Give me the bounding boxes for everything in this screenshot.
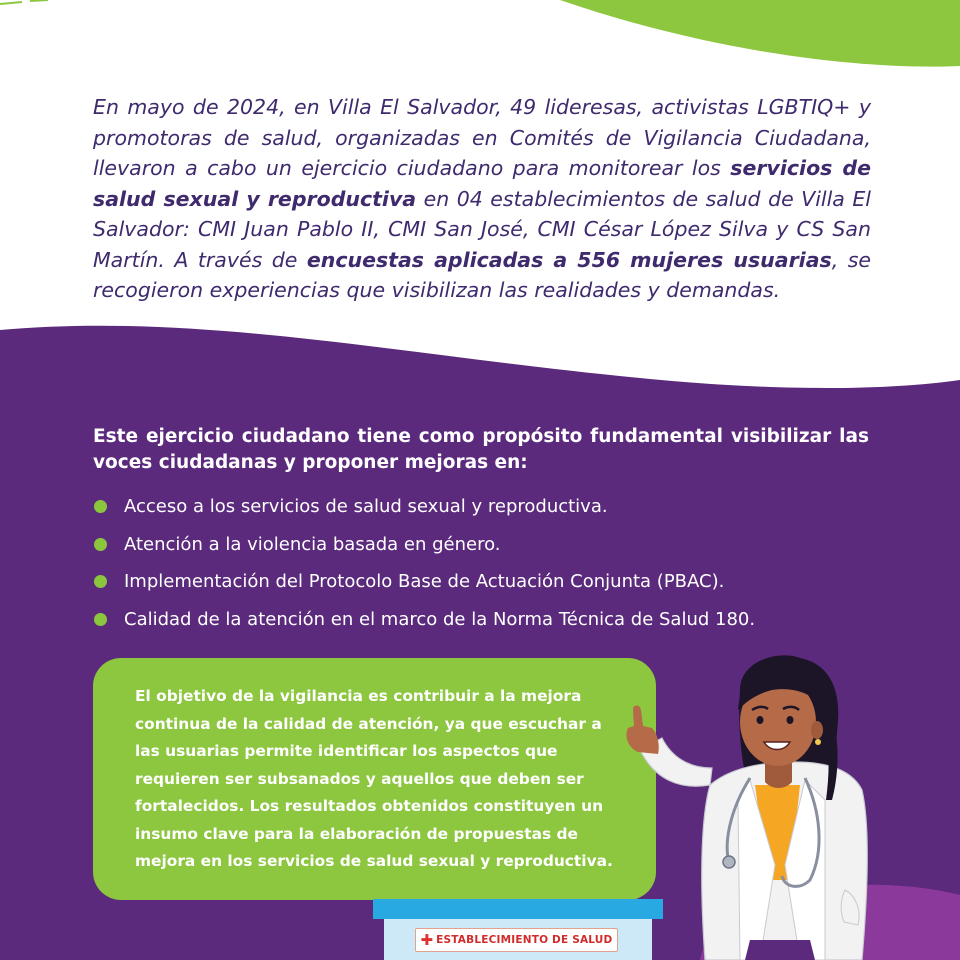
objective-text: El objetivo de la vigilancia es contribuir a la mejora continua de la calidad de atención, ya que escuchar a las usuarias permite identificar los aspectos que requieren ser subsanados y aquellos que deben ser fortalecidos. Los resultados obtenidos constituyen un insumo clave para la elaboración de propuestas de mejora en los servicios de salud sexual y reproductiva. bbox=[135, 687, 613, 870]
red-cross-icon: ✚ bbox=[420, 930, 434, 949]
intro-text-2: en 04 establecimientos de salud de Villa El Salvador: CMI Juan Pablo II, CMI San José, CMI César López Silva y CS San Martín. A través de bbox=[93, 186, 871, 272]
intro-text-3: , se recogieron experiencias que visibilizan las realidades y demandas. bbox=[93, 247, 872, 302]
list-item-text: Atención a la violencia basada en género. bbox=[124, 533, 501, 555]
bullet-dot-icon bbox=[94, 575, 107, 588]
bullet-dot-icon bbox=[94, 538, 107, 551]
purpose-heading: Este ejercicio ciudadano tiene como propósito fundamental visibilizar las voces ciudadanas y proponer mejoras en: bbox=[93, 426, 869, 473]
list-item-text: Implementación del Protocolo Base de Actuación Conjunta (PBAC). bbox=[124, 571, 725, 592]
list-item bbox=[93, 490, 755, 528]
reception-counter-top bbox=[373, 899, 663, 919]
green-dash-top bbox=[0, 0, 48, 4]
bullet-dot-icon bbox=[94, 613, 107, 626]
green-wave-top bbox=[560, 0, 960, 67]
health-facility-sign bbox=[415, 928, 618, 952]
list-item-text: Acceso a los servicios de salud sexual y reproductiva. bbox=[124, 496, 608, 517]
intro-text-1: En mayo de 2024, en Villa El Salvador, 49 lideresas, activistas LGBTIQ+ y promotoras de salud, organizadas en Comités de Vigilancia Ciudadana, llevaron a cabo un ejercicio ciudadano para monitorear los bbox=[93, 95, 871, 180]
list-item-text: Calidad de la atención en el marco de la Norma Técnica de Salud 180. bbox=[124, 608, 756, 630]
sign-label: ESTABLECIMIENTO DE SALUD bbox=[436, 934, 613, 946]
list-item bbox=[93, 565, 755, 603]
list-item bbox=[93, 603, 755, 641]
objective-box bbox=[93, 658, 656, 900]
intro-bold-1: servicios de salud sexual y reproductiva bbox=[93, 156, 871, 211]
intro-bold-2: encuestas aplicadas a 556 mujeres usuarias bbox=[306, 247, 832, 272]
improvement-list bbox=[93, 490, 755, 640]
bullet-dot-icon bbox=[94, 500, 107, 513]
intro-paragraph bbox=[93, 92, 871, 306]
list-item bbox=[93, 528, 755, 566]
